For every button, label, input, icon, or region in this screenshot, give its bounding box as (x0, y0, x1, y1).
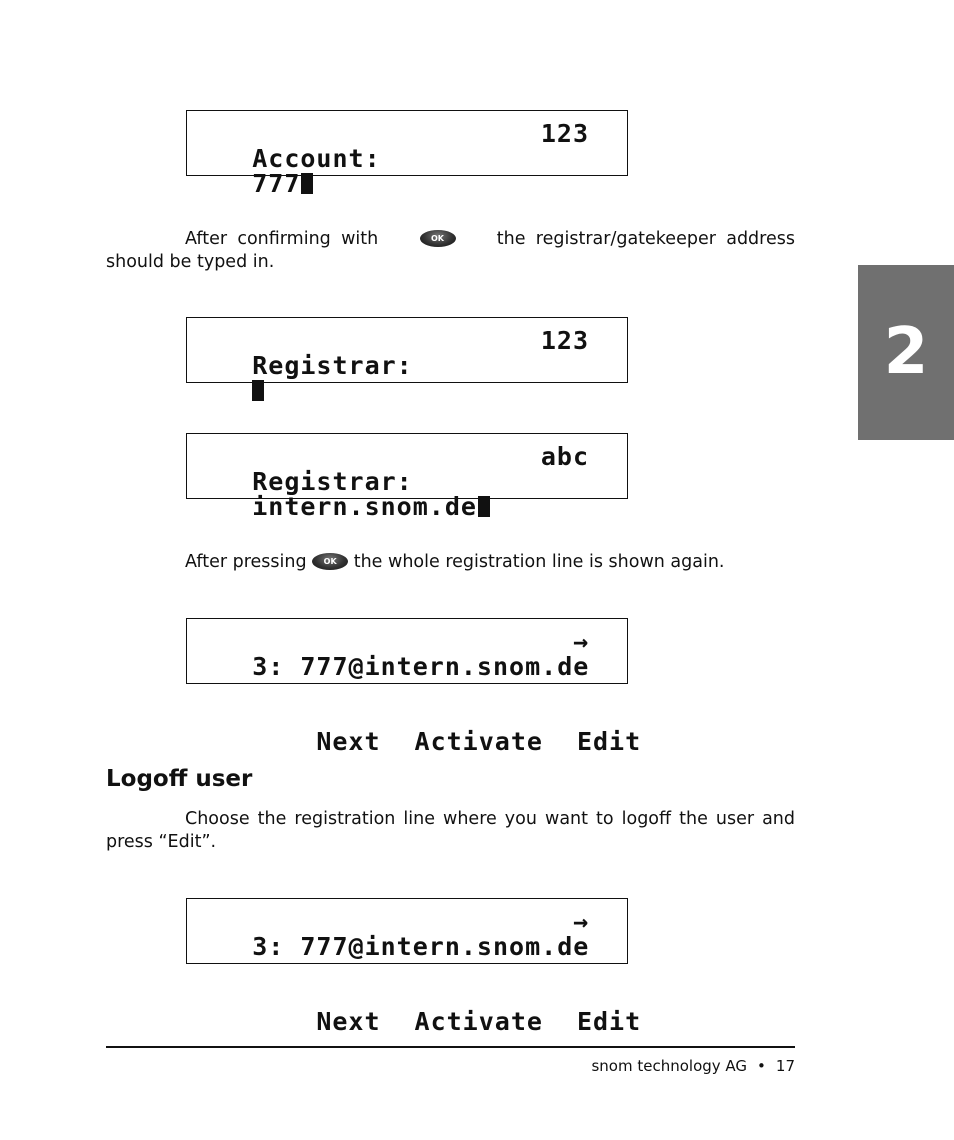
text-cursor (478, 496, 490, 517)
paragraph-confirm: After confirming with OK the registrar/gatekeeper address should be typed in. (106, 229, 795, 272)
text-cursor (252, 380, 264, 401)
softkey-edit: Edit (576, 1007, 642, 1036)
registration-line-text: 3: 777@intern.snom.de (252, 932, 590, 961)
section-heading: Logoff user (106, 766, 253, 792)
lcd-label: Registrar: (252, 351, 413, 380)
page-footer (591, 1057, 795, 1075)
softkey-edit: Edit (576, 727, 642, 756)
footer-bullet: • (757, 1057, 766, 1075)
lcd-mode: abc (540, 442, 589, 471)
softkey-bar (220, 704, 641, 779)
paragraph-logoff: Choose the registration line where you want to logoff the user and press “Edit”. (106, 809, 795, 852)
footer-divider (106, 1046, 795, 1048)
lcd-label: Account: (252, 144, 381, 173)
ok-button-icon: OK (312, 553, 348, 570)
lcd-mode: 123 (540, 119, 589, 148)
softkey-activate: Activate (414, 727, 543, 756)
paragraph-pressing: After pressing OK the whole registration line is shown again. (185, 552, 725, 572)
right-arrow-icon: → (572, 907, 589, 936)
chapter-tab: 2 (858, 265, 954, 440)
lcd-label: Registrar: (252, 467, 413, 496)
lcd-screen-registrar-empty (186, 317, 628, 383)
lcd-input-value: intern.snom.de (252, 492, 477, 521)
text-cursor (301, 173, 313, 194)
page-number: 17 (775, 1057, 795, 1075)
lcd-screen-registration-line-logoff (186, 898, 642, 1036)
registration-line-text: 3: 777@intern.snom.de (252, 652, 590, 681)
lcd-screen-registrar-filled (186, 433, 628, 521)
lcd-mode: 123 (540, 326, 589, 355)
softkey-next: Next (316, 1007, 381, 1036)
softkey-next: Next (316, 727, 381, 756)
lcd-screen-registration-line (186, 618, 642, 756)
lcd-input-value: 777 (252, 169, 301, 198)
softkey-activate: Activate (414, 1007, 543, 1036)
ok-button-icon: OK (420, 230, 456, 247)
right-arrow-icon: → (572, 627, 589, 656)
footer-company: snom technology AG (591, 1057, 748, 1075)
lcd-screen-account (186, 110, 628, 198)
